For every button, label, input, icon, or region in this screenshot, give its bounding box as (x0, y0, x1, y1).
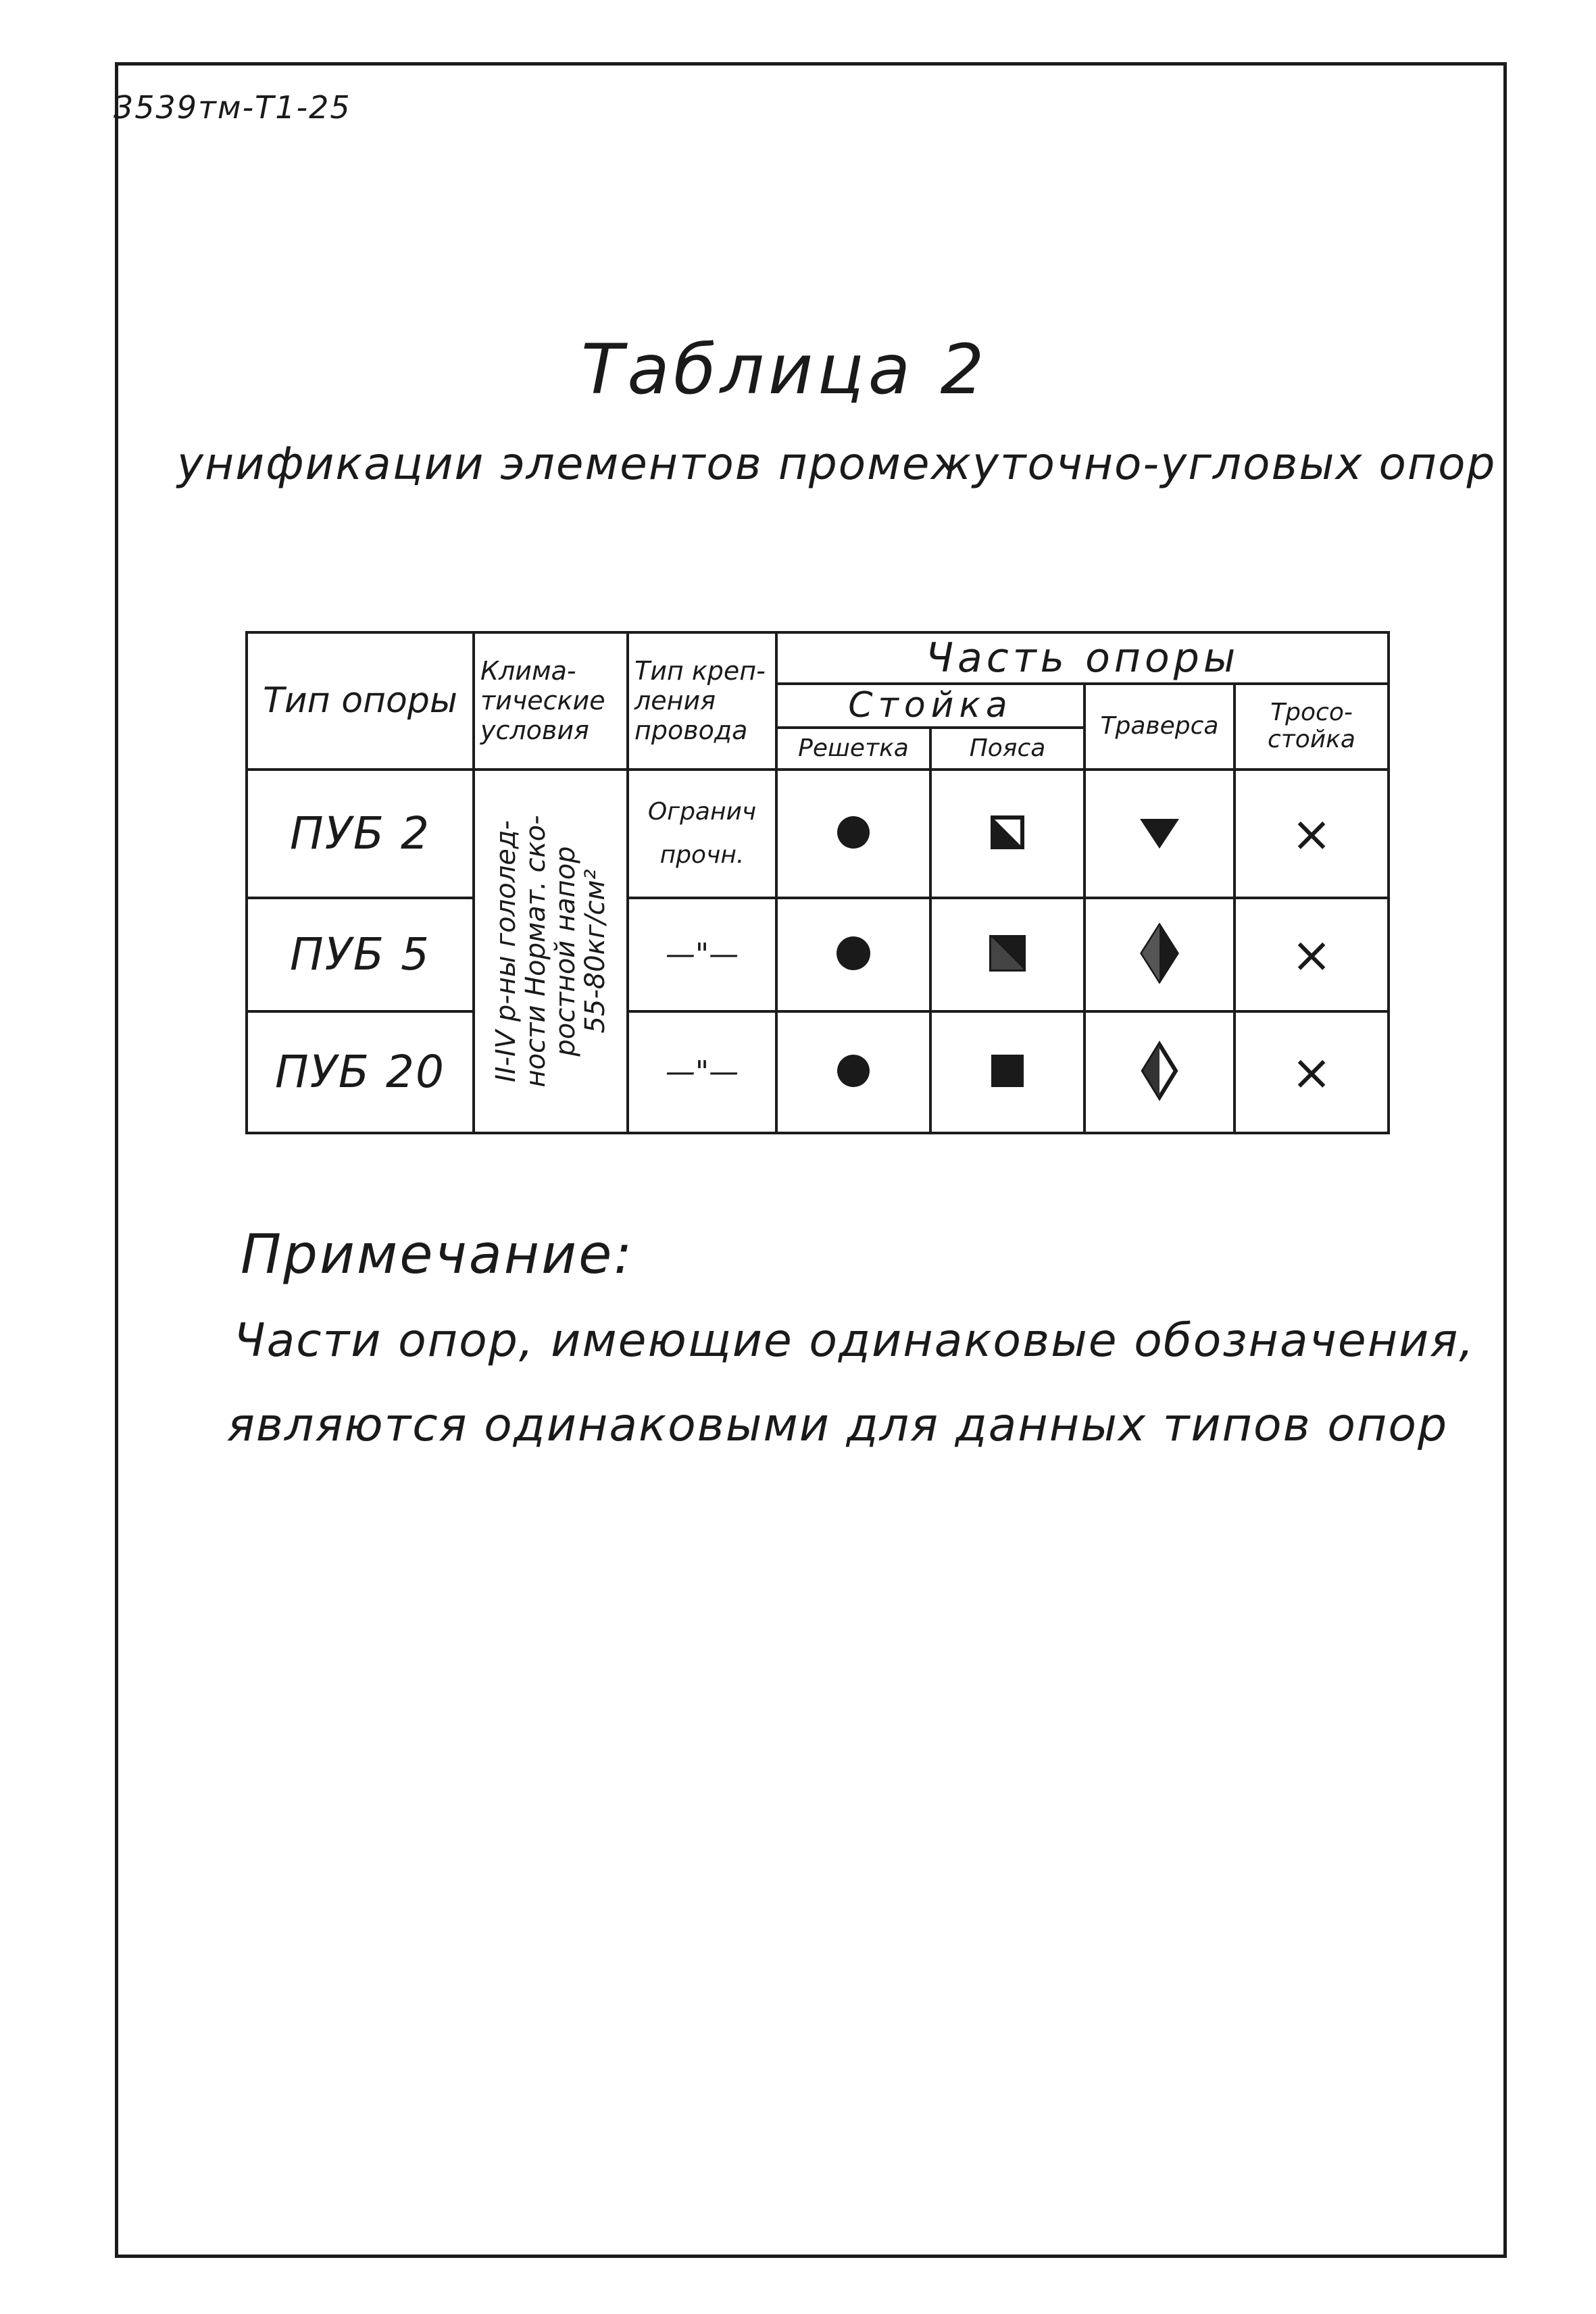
table-row (247, 898, 1389, 1011)
header-part-of-support: Часть опоры (776, 632, 1389, 684)
note-line-1: Части опор, имеющие одинаковые обозначения, (234, 1314, 1475, 1367)
chords-symbol-cell (930, 1011, 1084, 1133)
lattice-symbol-cell (776, 1011, 930, 1133)
fixing-cell (628, 770, 776, 898)
diamond-outline-icon (1139, 1040, 1180, 1101)
header-column: Стойка (776, 684, 1084, 728)
lattice-symbol-cell (776, 898, 930, 1011)
page-subtitle: унификации элементов промежуточно-угловых опор (177, 438, 1497, 490)
header-climate (474, 632, 628, 770)
fixing-text: Огранич прочн. (647, 797, 757, 869)
traverse-symbol-cell (1084, 770, 1235, 898)
filled-circle-icon (833, 812, 874, 853)
note-line-2: являются одинаковыми для данных типов опор (227, 1399, 1449, 1452)
header-cable-column (1235, 684, 1389, 770)
cable-symbol-cell (1235, 1011, 1389, 1133)
climate-text: II-IV р-ны гололед- ности Нормат. ско- ростной напор 55-80кг/см² (491, 815, 611, 1088)
header-chords: Пояса (930, 728, 1084, 769)
document-code: 3539тм-Т1-25 (114, 89, 351, 126)
header-lattice: Решетка (776, 728, 930, 769)
header-fixing (628, 632, 776, 770)
fixing-cell: —"— (628, 898, 776, 1011)
fixing-cell: —"— (628, 1011, 776, 1133)
filled-circle-icon (833, 933, 874, 974)
filled-circle-icon (833, 1051, 874, 1091)
cross-icon: × (1291, 1043, 1332, 1101)
header-cable-column-text: Тросо- стойка (1268, 699, 1355, 754)
traverse-symbol-cell (1084, 1011, 1235, 1133)
diagonal-square-icon (987, 933, 1028, 974)
traverse-symbol-cell (1084, 898, 1235, 1011)
table-row (247, 770, 1389, 898)
support-type-cell: ПУБ 5 (247, 898, 474, 1011)
support-type-cell: ПУБ 2 (247, 770, 474, 898)
lattice-symbol-cell (776, 770, 930, 898)
header-support-type: Тип опоры (247, 632, 474, 770)
cross-icon: × (1291, 805, 1332, 862)
note-heading: Примечание: (241, 1223, 634, 1286)
half-square-icon (989, 813, 1026, 851)
chords-symbol-cell (930, 770, 1084, 898)
filled-square-icon (989, 1052, 1026, 1090)
chords-symbol-cell (930, 898, 1084, 1011)
header-climate-text: Клима- тические условия (480, 656, 605, 746)
triangle-down-icon (1136, 812, 1183, 853)
header-traverse: Траверса (1084, 684, 1235, 770)
climate-cell (474, 770, 628, 1133)
header-fixing-text: Тип креп- ления провода (634, 656, 766, 746)
cross-icon: × (1291, 926, 1332, 983)
support-type-cell: ПУБ 20 (247, 1011, 474, 1133)
page-title: Таблица 2 (581, 330, 989, 410)
half-diamond-icon (1139, 923, 1180, 984)
cable-symbol-cell (1235, 898, 1389, 1011)
table-row (247, 1011, 1389, 1133)
cable-symbol-cell (1235, 770, 1389, 898)
unification-table (245, 631, 1390, 1134)
